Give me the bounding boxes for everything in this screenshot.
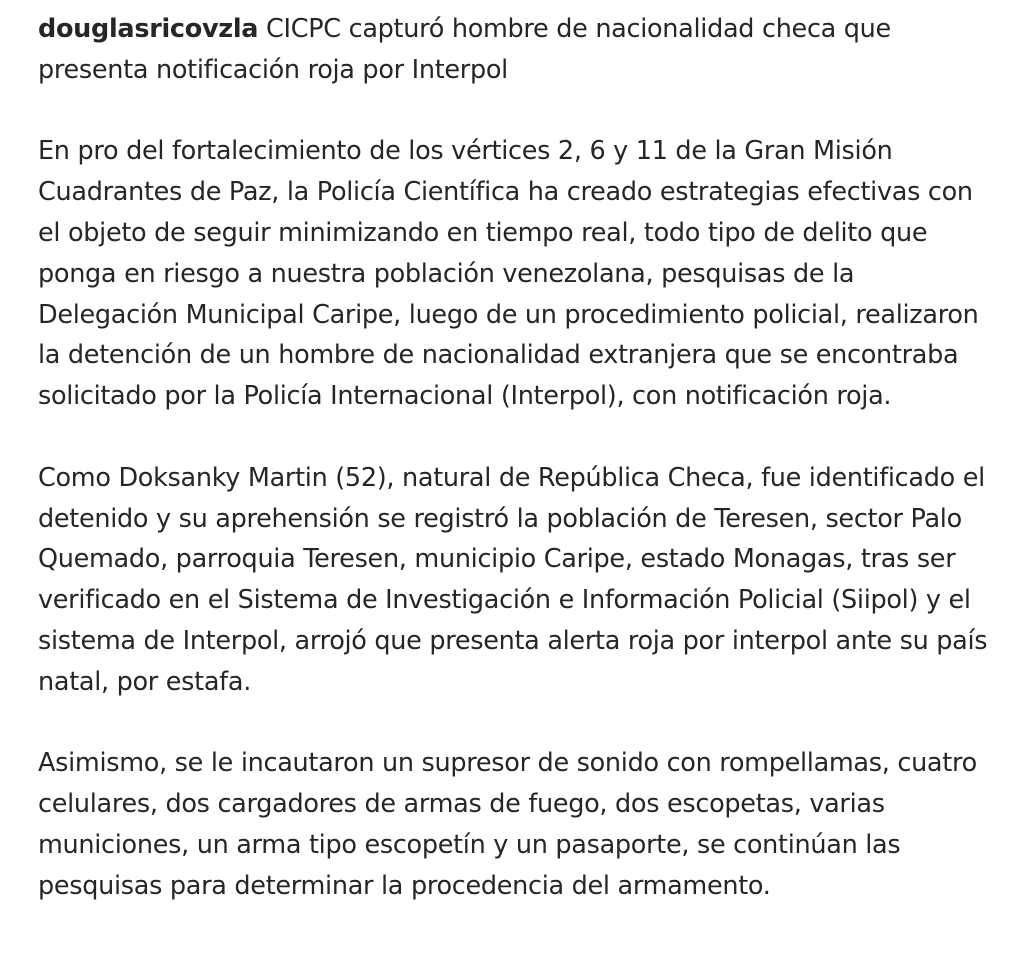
caption-title: CICPC capturó hombre de nacionalidad checa que presenta notificación roja por Interpol: [38, 14, 891, 85]
caption-paragraph-1: En pro del fortalecimiento de los vértices 2, 6 y 11 de la Gran Misión Cuadrantes de Paz, la Policía Científica ha creado estrategias efectivas con el objeto de seguir minimizando en tiempo real, todo tipo de delito que ponga en riesgo a nuestra población venezolana, pesquisas de la Delegación Municipal Caripe, luego de un procedimiento policial, realizaron la detención de un hombre de nacionalidad extranjera que se encontraba solicitado por la Policía Internacional (Interpol), con notificación roja.: [38, 136, 979, 412]
username-link[interactable]: douglasricovzla: [38, 14, 259, 44]
caption-paragraph-3: Asimismo, se le incautaron un supresor de sonido con rompellamas, cuatro celulares, dos cargadores de armas de fuego, dos escopetas, varias municiones, un arma tipo escopetín y un pasaporte, se continúan las pesquisas para determinar la procedencia del armamento.: [38, 748, 977, 901]
post-caption: [38, 9, 998, 907]
caption-header: [38, 9, 998, 91]
caption-paragraph-2: Como Doksanky Martin (52), natural de República Checa, fue identificado el detenido y su aprehensión se registró la población de Teresen, sector Palo Quemado, parroquia Teresen, municipio Caripe, estado Monagas, tras ser verificado en el Sistema de Investigación e Información Policial (Siipol) y el sistema de Interpol, arrojó que presenta alerta roja por interpol ante su país natal, por estafa.: [38, 462, 988, 697]
